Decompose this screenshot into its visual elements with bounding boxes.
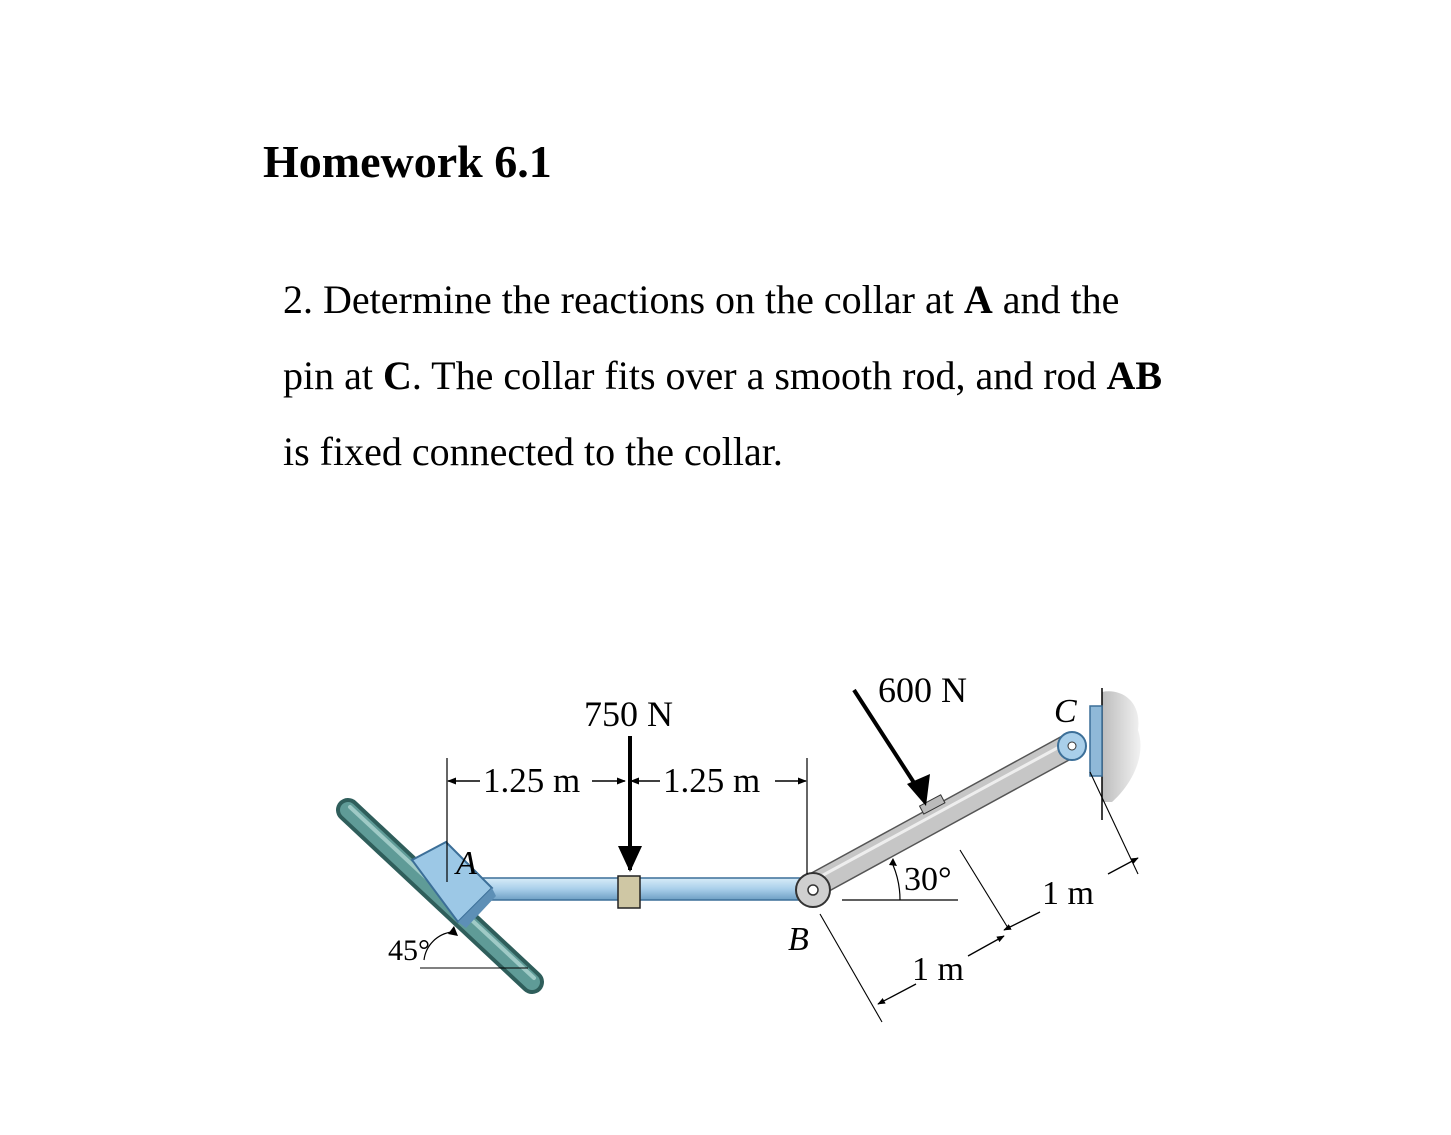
force-arrowhead-750 (618, 846, 642, 872)
dim-label-bc-upper: 1 m (1042, 875, 1094, 912)
force-label-750: 750 N (584, 694, 673, 734)
problem-line-1: 2. Determine the reactions on the collar at A and the (283, 277, 1120, 322)
label-b: B (788, 921, 809, 958)
angle-label-45: 45° (388, 934, 430, 967)
dim-arrow-bc-upper-1 (1004, 912, 1040, 930)
label-a: A (456, 845, 477, 882)
problem-figure (320, 660, 1160, 1040)
problem-line-3: is fixed connected to the collar. (283, 429, 783, 474)
dim-arrow-bc-lower-1 (878, 984, 916, 1004)
force-label-600: 600 N (878, 670, 967, 710)
pin-b (796, 873, 830, 907)
dim-label-bc-lower: 1 m (912, 951, 964, 988)
dim-arrow-bc-upper-2 (1108, 858, 1138, 874)
angle-arc-30 (893, 865, 900, 900)
angle-arc-30-arrowhead (889, 858, 897, 866)
angle-label-30: 30° (904, 861, 952, 898)
dim-label-right: 1.25 m (663, 761, 761, 800)
problem-statement (283, 262, 1283, 490)
dim-label-left: 1.25 m (483, 761, 581, 800)
dim-arrow-bc-lower-2 (968, 936, 1004, 956)
problem-line-2: pin at C. The collar fits over a smooth rod, and rod AB (283, 353, 1163, 398)
dim-extension-mid (960, 850, 1008, 928)
page-title: Homework 6.1 (263, 136, 552, 187)
load-block (618, 876, 640, 908)
wall-support (1102, 688, 1141, 820)
label-c: C (1054, 693, 1077, 730)
dim-extension-b (820, 914, 882, 1022)
frame-diagram (320, 660, 1160, 1040)
